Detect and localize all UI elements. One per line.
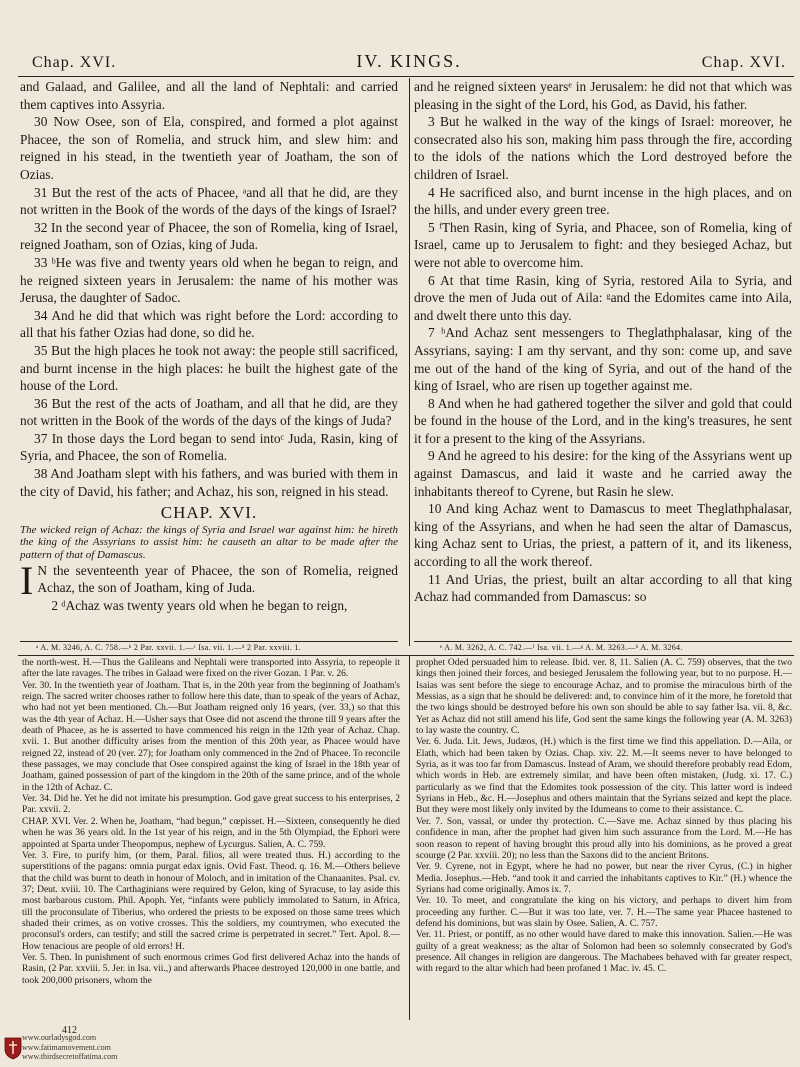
- verse: 37 In those days the Lord began to send intoᶜ Juda, Rasin, king of Syria, and Phacee, the son of Romelia.: [20, 430, 398, 464]
- footnote-rule-left: [20, 641, 398, 642]
- header-center: IV. KINGS.: [356, 51, 462, 71]
- footer-url[interactable]: www.thirdsecretoffatima.com: [22, 1052, 118, 1061]
- header-rule: [18, 76, 794, 77]
- footer-urls: [22, 1033, 117, 1062]
- commentary-note: Ver. 7. Son, vassal, or under thy protection. C.—Save me. Achaz sinned by thus placing his confidence in man, after the prophet had given him such assurance from the Lord. M.—He has soon reason to repent of having brought this proud ally into his dominions, as he proved a great scourge (2 Par. xxviii. 20); no less than the Saxons did to the ancient Britons.: [416, 816, 792, 861]
- verse: 8 And when he had gathered together the silver and gold that could be found in the house of the Lord, and in the king's treasures, he sent it for a present to the king of the Assyrians.: [414, 395, 792, 446]
- commentary-note: prophet Oded persuaded him to release. Ibid. ver. 8, 11. Salien (A. C. 759) observes, that the two kings then joined their forces, and besieged Jerusalem the following year, but to no purpose. H.—Isaias was sent before the siege to encourage Achaz, and to promise the miraculous birth of the Messias, as a sign that he should be delivered: and, to convince him of it the more, he foretold that the two kings should be destroyed before his own son should be able to say father Isa. vii. 8, &c. Yet as Achaz did not still amend his life, God sent the same kings the following year (A. M. 3263) to lay waste the country. C.: [416, 658, 792, 737]
- verse: 35 But the high places he took not away: the people still sacrificed, and burnt incense in the high places: he built the highest gate of the house of the Lord.: [20, 342, 398, 394]
- verse: 11 And Urias, the priest, built an altar according to all that king Achaz had commanded from Damascus: so: [414, 571, 792, 605]
- drop-cap: I: [20, 557, 34, 603]
- commentary-note: Ver. 9. Cyrene, not in Egypt, where he had no power, but near the river Cyrus, (C.) in higher Media. Josephus.—Heb. “and took it and carried the inhabitants captives to Kir.” (H.) whence the Syrians had come originally. Amos ix. 7.: [416, 862, 792, 895]
- page-number: 412: [62, 1025, 77, 1036]
- chapter-summary: The wicked reign of Achaz: the kings of Syria and Israel war against him: he hireth the king of the Assyrians to assist him: he causeth an altar to be made after the pattern of that of Damascus.: [20, 523, 398, 562]
- commentary-note: CHAP. XVI. Ver. 2. When he, Joatham, “had begun,” cœpisset. H.—Sixteen, consequently he died when he was 36 years old. In the 1st year of his reign, and in the 5th Olympiad, the Ephori were appointed at Sparta under Theopompus, nephew of Lycurgus. Salien, A. C. 759.: [22, 816, 400, 850]
- chapter-heading: CHAP. XVI.: [160, 503, 258, 523]
- footer-url[interactable]: www.fatimamovement.com: [22, 1042, 111, 1052]
- verse: 30 Now Osee, son of Ela, conspired, and formed a plot against Phacee, the son of Romelia, and struck him, and slew him: and reigned in his stead, in the twentieth year of Joatham, the son of Ozias.: [20, 114, 398, 182]
- verse: 6 At that time Rasin, king of Syria, restored Aila to Syria, and drove the men of Juda out of Aila: ᵍand the Edomites came into Aila, and dwelt there unto this day.: [414, 272, 792, 323]
- commentary-note: Ver. 34. Did he. Yet he did not imitate his presumption. God gave great success to his enterprises, 2 Par. xxvii. 2.: [22, 794, 400, 816]
- verse: 5 ᶠThen Rasin, king of Syria, and Phacee, son of Romelia, king of Israel, came up to Jerusalem to fight: and they besieged Achaz, but were not able to overcome him.: [414, 219, 792, 270]
- crest-icon: [4, 1036, 22, 1060]
- verse-line: and Galaad, and Galilee, and all the land of Nephtali: and carried them captives into Assyria.: [20, 79, 398, 112]
- footnotes-right: ᵉ A. M. 3262, A. C. 742.—ᶠ Isa. vii. 1.—ᵍ A. M. 3263.—ʰ A. M. 3264.: [440, 643, 683, 652]
- commentary-note: Ver. 10. To meet, and congratulate the king on his victory, and perhaps to divert him from proceeding any further. C.—But it was too late, ver. 7. H.—The same year Phacee hastened to defend his dominions, but was slain by Osee. Salien, A. C. 757.: [416, 896, 792, 929]
- commentary-right: [416, 658, 792, 976]
- header-left: Chap. XVI.: [32, 54, 117, 71]
- left-column: [20, 78, 398, 614]
- verse: 2 ᵈAchaz was twenty years old when he began to reign,: [51, 597, 348, 613]
- right-column: [414, 78, 792, 606]
- verse-first: [20, 557, 398, 603]
- verse: 9 And he agreed to his desire: for the king of the Assyrians went up against Damascus, and laid it waste and he carried away the inhabitants thereof to Cyrene, but Rasin he slew.: [414, 448, 792, 499]
- verse: 36 But the rest of the acts of Joatham, and all that he did, are they not written in the Book of the words of the days of the kings of Juda?: [20, 395, 398, 429]
- verse: 7 ʰAnd Achaz sent messengers to Theglathphalasar, king of the Assyrians, saying: I am thy servant, and thy son: come up, and save me out of the hand of the king of Syria, and out of the hand of the king of Israel, who are risen up together against me.: [414, 325, 792, 394]
- verse: 10 And king Achaz went to Damascus to meet Theglathphalasar, king of the Assyrians, and when he had seen the altar of Damascus, king Achaz sent to Urias, the priest, a pattern of it, and its likeness, according to all the work thereof.: [414, 501, 792, 570]
- verse: 4 He sacrificed also, and burnt incense in the high places, and on the hills, and under every green tree.: [414, 184, 792, 218]
- header-right: Chap. XVI.: [701, 54, 786, 71]
- verse: 33 ᵇHe was five and twenty years old when he began to reign, and he reigned sixteen years in Jerusalem: the name of his mother was Jerusa, the daughter of Sadoc.: [20, 254, 398, 306]
- commentary-divider: [409, 656, 410, 1020]
- footer-url[interactable]: www.ourladysgod.com: [22, 1033, 97, 1042]
- verse: 32 In the second year of Phacee, the son of Romelia, king of Israel, reigned Joatham, son of Ozias, king of Juda.: [20, 219, 398, 253]
- commentary-note: Ver. 5. Then. In punishment of such enormous crimes God first delivered Achaz into the hands of Rasin, (2 Par. xxviii. 5. Jer. in Isa. vii.,) and afterwards Phacee destroyed 120,000 in one battle, and took 200,000 prisoners, whom the: [22, 952, 400, 986]
- commentary-note: Ver. 30. In the twentieth year of Joatham. That is, in the 20th year from the beginning of Joatham's reign. The sacred writer chooses rather to follow here this date, than to speak of the years of Achaz, who had not yet been mentioned. Ch.—But Joatham reigned only 16 years, (ver. 33,) so that this was the 4th year of Achaz. H.—Usher says that Osee did not ascend the throne till 9 years after the death of Phacee, as he is asserted to have commenced his reign in the 12th year of Achaz. Chap. xvii. 1. But another difficulty arises from the mention of this 20th year, as Phacee would have reigned 22, instead of 20 (ver. 27); for Joatham only commenced in the 2nd of Phacee. To reconcile these passages, we may conclude that Osee conspired against the king of Israel in the 18th year of Joatham, gained possession of part of the kingdom in the 20th of the same prince, and of the whole in the 12th of Achaz. C.: [22, 680, 400, 793]
- commentary-note: Ver. 3. Fire, to purify him, (or them, Paral. filios, all were treated thus. H.) according to the superstitions of the pagans: omnia purgat edax ignis. Ovid Fast. Theod. q. 16. M.—Others believe that the child was burnt to death in honour of Moloch, and in imitation of the Chanaanites. Psal. cv. 37; Deut. xviii. 10. The Carthaginians were required by Gelon, king of Syracuse, to lay aside this most barbarous custom. Phil. Apoph. Yet, “infants were publicly immolated to Saturn, in Africa, till the proconsulate of Tiberius, who ordered the priests to be exposed on those same trees which shaded their crimes, as on votive crosses. This the soldiers, my countrymen, who executed the proconsul's orders, can testify; and still the sacred crime is perpetrated in secret.” Tert. Apol. 8.—How tenacious are people of old errors! H.: [22, 850, 400, 952]
- verse-1-text: N the seventeenth year of Phacee, the son of Romelia, reigned Achaz, the son of Joatham, king of Juda.: [37, 562, 398, 596]
- verse: 3 But he walked in the way of the kings of Israel: moreover, he consecrated also his son, making him pass through the fire, according to the idols of the nations which the Lord destroyed before the children of Israel.: [414, 114, 792, 182]
- verse: 38 And Joatham slept with his fathers, and was buried with them in the city of David, his father; and Achaz, his son, reigned in his stead.: [20, 466, 398, 499]
- commentary-left: [22, 658, 400, 987]
- footnote-rule-right: [414, 641, 792, 642]
- footnotes-left: ᵃ A. M. 3246, A. C. 758.—ᵇ 2 Par. xxvii. 1.—ᶜ Isa. vii. 1.—ᵈ 2 Par. xxviii. 1.: [36, 643, 302, 652]
- commentary-rule: [18, 655, 794, 656]
- running-header: [26, 50, 792, 72]
- commentary-note: the north-west. H.—Thus the Galileans and Nephtali were transported into Assyria, to repeople it after the late ravages. The tribes in Galaad were fixed on the river Gozan. 1 Par. v. 26.: [22, 658, 400, 680]
- column-divider: [409, 78, 410, 646]
- verse: 31 But the rest of the acts of Phacee, ᵃand all that he did, are they not written in the Book of the words of the days of the kings of Israel?: [20, 184, 398, 218]
- commentary-note: Ver. 6. Juda. Lit. Jews, Judæos, (H.) which is the first time we find this appellation. D.—Aila, or Elath, which had been taken by Ozias. Chap. xiv. 22. M.—It seems never to have belonged to Syria, as it was too far from Damascus. Instead of Aram, we should therefore probably read Edom, which words in Heb. are extremely similar, and have been often mistaken, (Judg. xi. 17. C.) particularly as we find that the Edomites took possession of the city. This latter word is indeed Syrians in Heb., &c. H.—Josephus and others maintain that the Syrians seized and kept the place. But they were most likely only invited by the Idumeans to come to their assistance. C.: [416, 737, 792, 816]
- verse-line: and he reigned sixteen yearsᵉ in Jerusalem: he did not that which was pleasing in the sight of the Lord, his God, as David, his father.: [414, 79, 792, 112]
- commentary-note: Ver. 11. Priest, or pontiff, as no other would have dared to make this innovation. Salien.—He was guilty of a great weakness; as the altar of Solomon had been so solemnly consecrated by God's presence. All changes in religion are dangerous. The Machabees behaved with far greater respect, with regard to the altar which had been profaned 1 Mac. iv. 45. C.: [416, 930, 792, 975]
- verse: 34 And he did that which was right before the Lord: according to all that his father Ozias had done, so did he.: [20, 307, 398, 341]
